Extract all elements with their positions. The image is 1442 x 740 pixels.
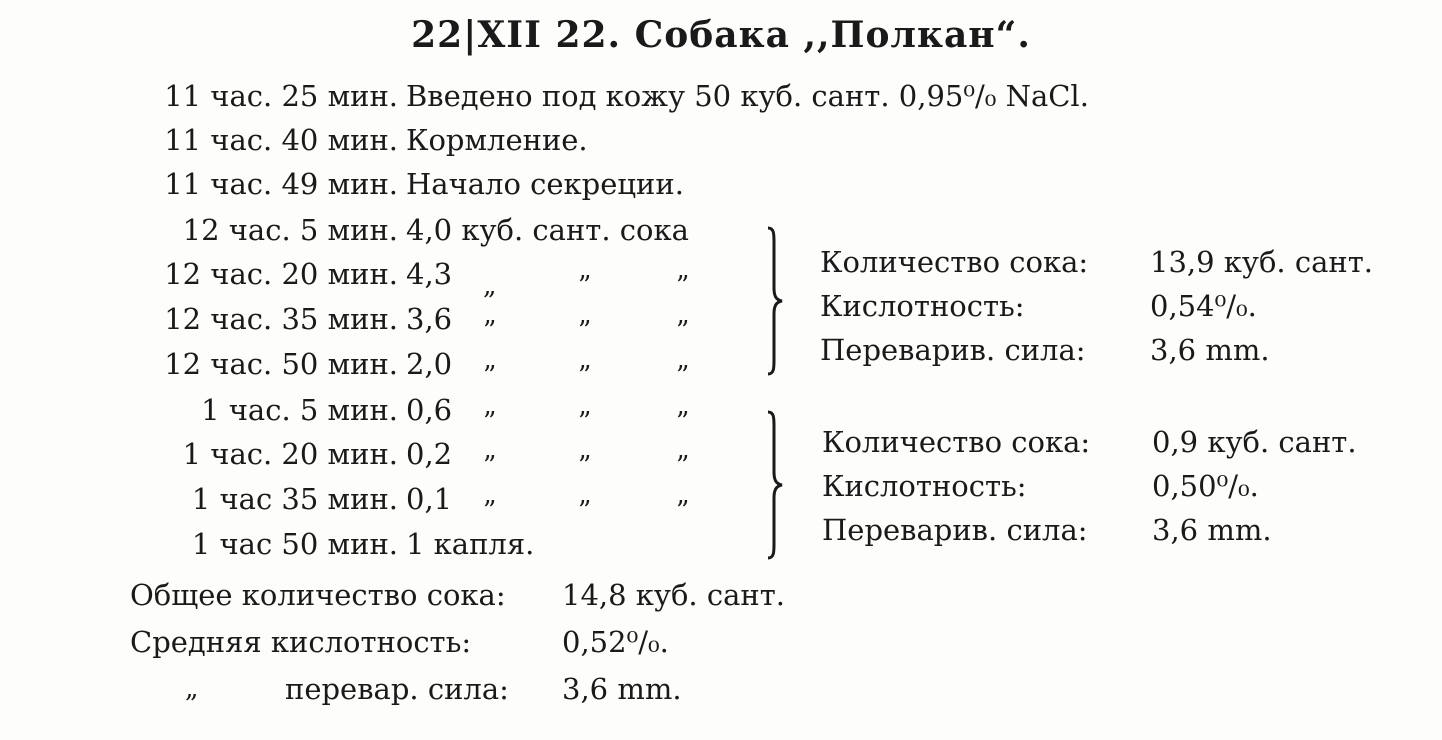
ditto-mark: ” — [578, 496, 592, 526]
log-row — [128, 342, 828, 391]
summary-label: Переварив. сила: — [822, 513, 1088, 547]
ditto-mark: ” — [578, 451, 592, 481]
summary-value: 0,9 куб. сант. — [1152, 425, 1357, 459]
log-time: 12 час. 35 мин. — [164, 302, 398, 336]
log-desc: Начало секреции. — [406, 167, 684, 201]
right-brace — [764, 410, 778, 560]
ditto-mark: „ — [483, 271, 497, 301]
ditto-mark: „ — [185, 674, 199, 704]
avg-digest-value: 3,6 mm. — [562, 672, 682, 706]
ditto-mark: ” — [676, 496, 690, 526]
log-time: 12 час. 5 мин. — [182, 213, 398, 247]
ditto-mark: ” — [676, 316, 690, 346]
summary-label: Кислотность: — [820, 289, 1025, 323]
log-time: 1 час 50 мин. — [191, 527, 398, 561]
ditto-mark: ” — [676, 407, 690, 437]
ditto-mark: ” — [483, 316, 497, 346]
log-time: 1 час. 20 мин. — [182, 437, 398, 471]
log-desc: 0,2 — [406, 437, 453, 471]
log-desc: 1 капля. — [406, 527, 535, 561]
log-desc: 3,6 — [406, 302, 453, 336]
log-row — [128, 432, 828, 481]
log-desc: 4,0 куб. сант. сока — [406, 213, 689, 247]
log-desc: Введено под кожу 50 куб. сант. 0,95⁰/₀ NaCl. — [406, 79, 1089, 113]
total-value: 14,8 куб. сант. — [562, 578, 785, 612]
log-row — [128, 522, 828, 566]
log-row — [128, 388, 828, 437]
page-title: 22|XII 22. Собака ,,Полкан“. — [411, 14, 1031, 56]
log-time: 11 час. 40 мин. — [164, 123, 398, 157]
ditto-mark: ” — [483, 496, 497, 526]
ditto-mark: ” — [676, 451, 690, 481]
summary-label: Кислотность: — [822, 469, 1027, 503]
log-row — [128, 118, 1228, 162]
log-time: 12 час. 50 мин. — [164, 347, 398, 381]
ditto-mark: ” — [483, 361, 497, 391]
right-brace — [764, 226, 778, 376]
summary-value: 0,54⁰/₀. — [1150, 289, 1257, 323]
summary-value: 13,9 куб. сант. — [1150, 245, 1373, 279]
ditto-mark: ” — [578, 361, 592, 391]
ditto-mark: ” — [676, 361, 690, 391]
summary-label: Количество сока: — [822, 425, 1091, 459]
ditto-mark: ” — [483, 407, 497, 437]
summary-value: 0,50⁰/₀. — [1152, 469, 1259, 503]
avg-acid-value: 0,52⁰/₀. — [562, 625, 669, 659]
summary-value: 3,6 mm. — [1152, 513, 1272, 547]
log-desc: 4,3 — [406, 257, 453, 291]
log-desc: 0,6 — [406, 393, 453, 427]
log-row — [128, 208, 828, 252]
log-time: 1 час. 5 мин. — [201, 393, 398, 427]
log-row — [128, 297, 828, 346]
log-time: 11 час. 25 мин. — [164, 79, 398, 113]
ditto-mark: ” — [578, 407, 592, 437]
log-row — [128, 162, 1228, 206]
log-row — [128, 74, 1228, 118]
ditto-mark: ” — [578, 271, 592, 301]
log-row — [128, 252, 828, 301]
log-time: 12 час. 20 мин. — [164, 257, 398, 291]
log-desc: 2,0 — [406, 347, 453, 381]
log-time: 11 час. 49 мин. — [164, 167, 398, 201]
summary-label: Количество сока: — [820, 245, 1089, 279]
avg-acid-label: Средняя кислотность: — [130, 625, 472, 659]
summary-value: 3,6 mm. — [1150, 333, 1270, 367]
avg-digest-label: перевар. сила: — [285, 672, 509, 706]
summary-label: Переварив. сила: — [820, 333, 1086, 367]
log-desc: Кормление. — [406, 123, 588, 157]
total-label: Общее количество сока: — [130, 578, 506, 612]
log-time: 1 час 35 мин. — [191, 482, 398, 516]
log-row — [128, 477, 828, 526]
ditto-mark: ” — [676, 271, 690, 301]
ditto-mark: ” — [578, 316, 592, 346]
log-desc: 0,1 — [406, 482, 453, 516]
ditto-mark: ” — [483, 451, 497, 481]
